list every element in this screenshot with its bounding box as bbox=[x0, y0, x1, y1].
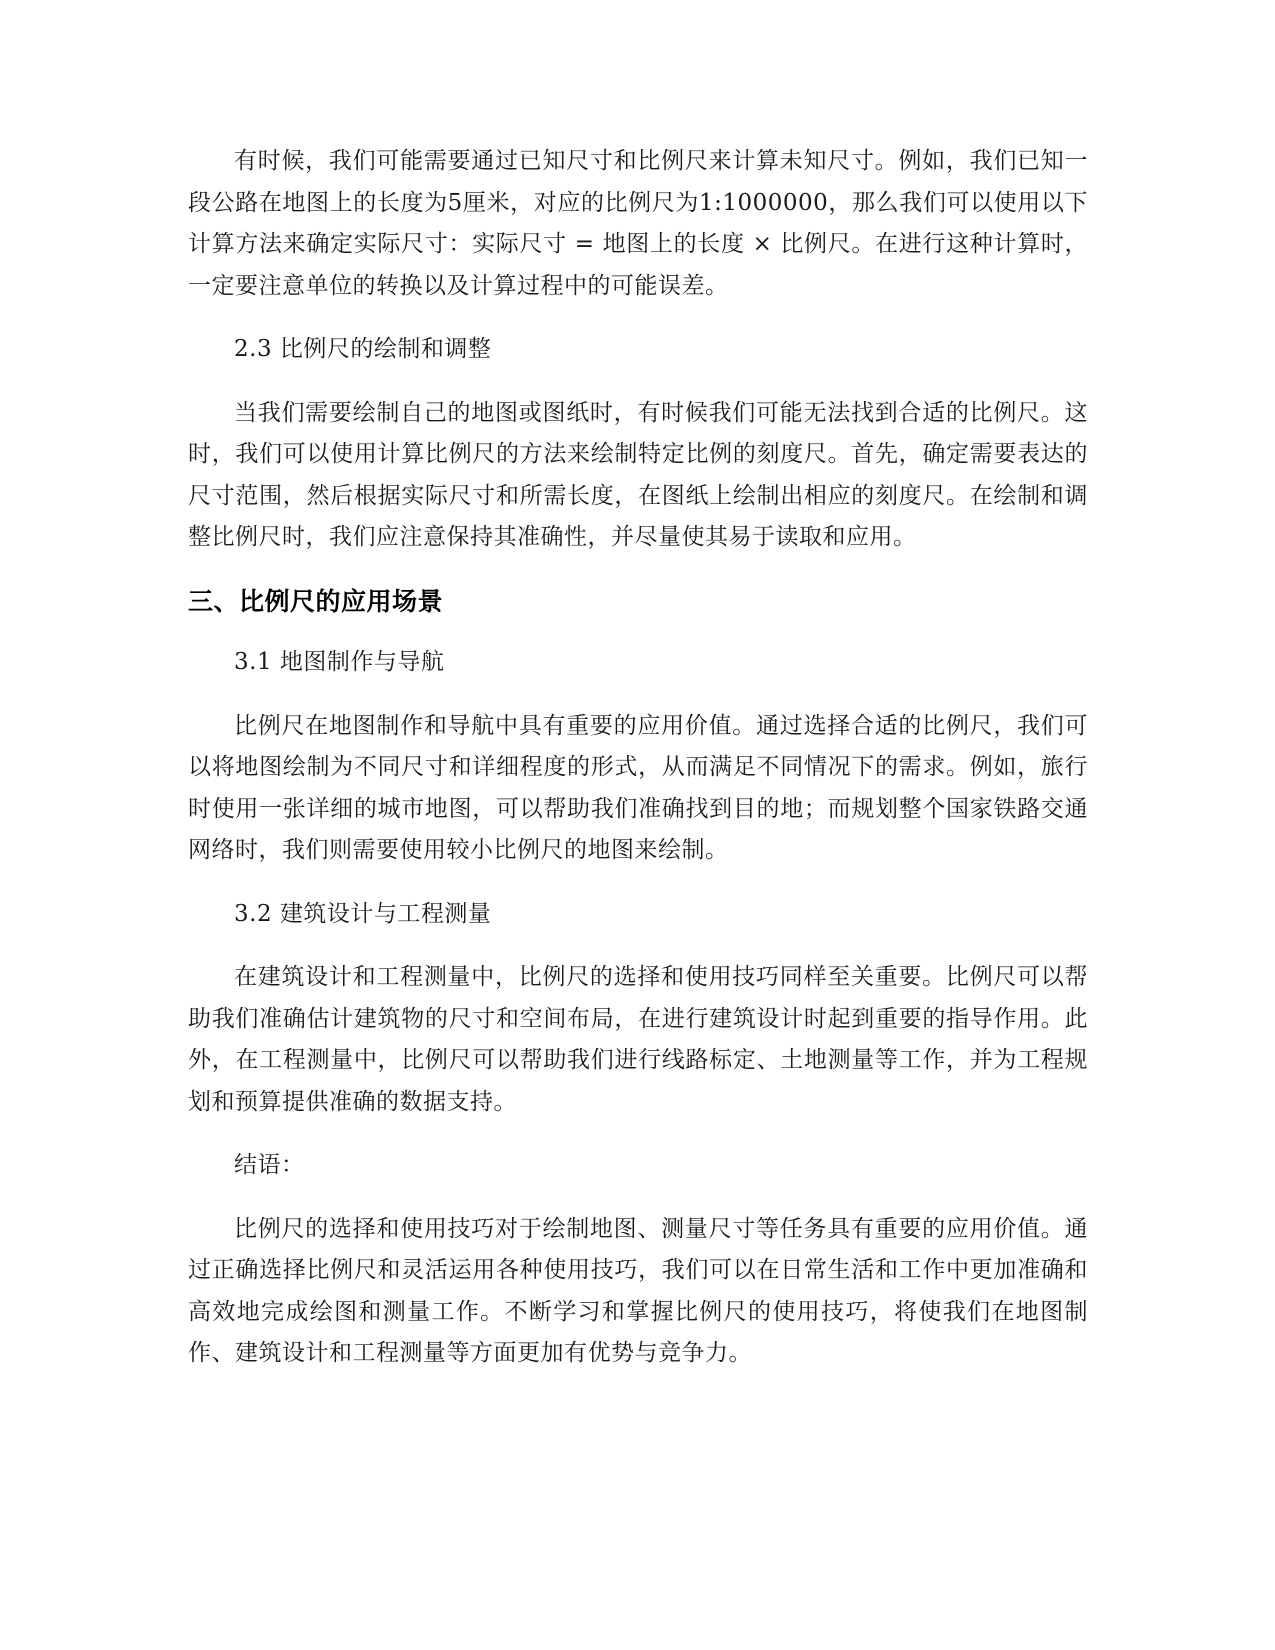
subheading-3-1: 3.1 地图制作与导航 bbox=[234, 649, 445, 675]
paragraph-conclusion: 比例尺的选择和使用技巧对于绘制地图、测量尺寸等任务具有重要的应用价值。通过正确选择比例尺和灵活运用各种使用技巧，我们可以在日常生活和工作中更加准确和高效地完成绘图和测量工作。不断学习和掌握比例尺的使用技巧，将使我们在地图制作、建筑设计和工程测量等方面更加有优势与竞争力。 bbox=[188, 1215, 1088, 1366]
subheading-2-3: 2.3 比例尺的绘制和调整 bbox=[234, 336, 492, 362]
subheading-3-2: 3.2 建筑设计与工程测量 bbox=[234, 900, 492, 927]
document-body bbox=[188, 141, 1088, 1397]
paragraph-drawing-scale: 当我们需要绘制自己的地图或图纸时，有时候我们可能无法找到合适的比例尺。这时，我们可以使用计算比例尺的方法来绘制特定比例的刻度尺。首先，确定需要表达的尺寸范围，然后根据实际尺寸和所需长度，在图纸上绘制出相应的刻度尺。在绘制和调整比例尺时，我们应注意保持其准确性，并尽量使其易于读取和应用。 bbox=[188, 399, 1088, 550]
paragraph-unknown-size-calculation: 有时候，我们可能需要通过已知尺寸和比例尺来计算未知尺寸。例如，我们已知一段公路在地图上的长度为5厘米，对应的比例尺为1:1000000，那么我们可以使用以下计算方法来确定实际尺寸：实际尺寸 = 地图上的长度 × 比例尺。在进行这种计算时，一定要注意单位的转换以及计算过程中的可能误差。 bbox=[188, 148, 1088, 299]
paragraph-architecture-survey: 在建筑设计和工程测量中，比例尺的选择和使用技巧同样至关重要。比例尺可以帮助我们准确估计建筑物的尺寸和空间布局，在进行建筑设计时起到重要的指导作用。此外，在工程测量中，比例尺可以帮助我们进行线路标定、土地测量等工作，并为工程规划和预算提供准确的数据支持。 bbox=[188, 964, 1088, 1115]
section-heading-3: 三、比例尺的应用场景 bbox=[188, 586, 444, 616]
conclusion-label: 结语： bbox=[234, 1152, 305, 1178]
paragraph-map-navigation: 比例尺在地图制作和导航中具有重要的应用价值。通过选择合适的比例尺，我们可以将地图绘制为不同尺寸和详细程度的形式，从而满足不同情况下的需求。例如，旅行时使用一张详细的城市地图，可以帮助我们准确找到目的地；而规划整个国家铁路交通网络时，我们则需要使用较小比例尺的地图来绘制。 bbox=[188, 712, 1088, 863]
